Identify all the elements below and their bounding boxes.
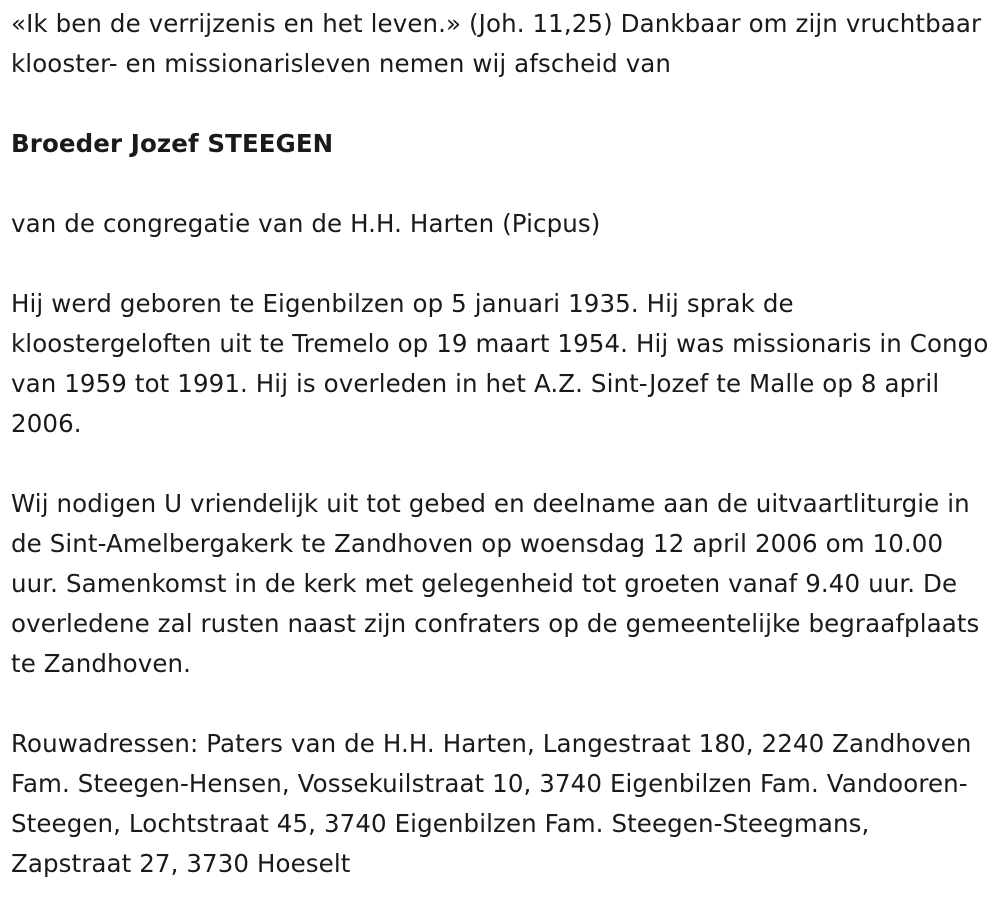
funeral-paragraph: Wij nodigen U vriendelijk uit tot gebed en deelname aan de uitvaartliturgie in de Sint-Amelbergakerk te Zandhoven op woensdag 12 april 2006 om 10.00 uur. Samenkomst in de kerk met gelegenheid tot groeten vanaf 9.40 uur. De overledene zal rusten naast zijn confraters op de gemeentelijke begraafplaats te Zandhoven. [11,489,980,678]
biography-paragraph: Hij werd geboren te Eigenbilzen op 5 januari 1935. Hij sprak de kloostergeloften uit te Tremelo op 19 maart 1954. Hij was missionaris in Congo van 1959 tot 1991. Hij is overleden in het A.Z. Sint-Jozef te Malle op 8 april 2006. [11,289,989,438]
obituary-notice [11,4,996,884]
congregation-line: van de congregatie van de H.H. Harten (Picpus) [11,209,601,238]
addresses-paragraph: Rouwadressen: Paters van de H.H. Harten, Langestraat 180, 2240 Zandhoven Fam. Steegen-Hensen, Vossekuilstraat 10, 3740 Eigenbilzen Fam. Vandooren-Steegen, Lochtstraat 45, 3740 Eigenbilzen Fam. Steegen-Steegmans, Zapstraat 27, 3730 Hoeselt [11,729,972,878]
intro-paragraph: «Ik ben de verrijzenis en het leven.» (Joh. 11,25) Dankbaar om zijn vruchtbaar klooster- en missionarisleven nemen wij afscheid van [11,9,982,78]
deceased-name: Broeder Jozef STEEGEN [11,129,334,158]
